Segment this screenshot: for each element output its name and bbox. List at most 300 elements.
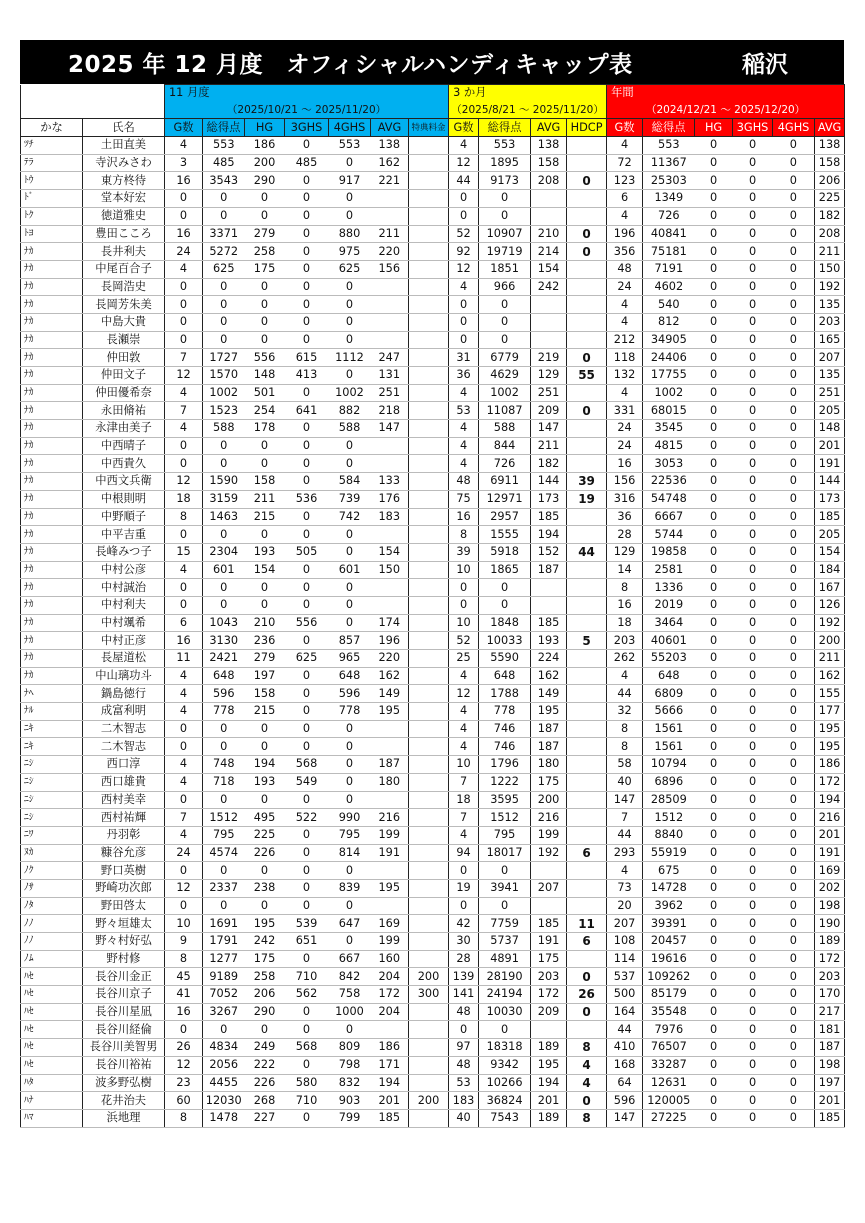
table-cell: 64: [607, 1074, 643, 1092]
table-cell: 0: [285, 1056, 329, 1074]
table-cell: 0: [695, 809, 733, 827]
table-cell: 36824: [479, 1092, 531, 1110]
member-name-cell: 仲田優希奈: [83, 384, 165, 402]
table-cell: 588: [203, 420, 245, 438]
member-name-cell: 長谷川裕祐: [83, 1056, 165, 1074]
table-cell: 0: [695, 137, 733, 155]
table-cell: 4629: [479, 367, 531, 385]
table-cell: 0: [203, 862, 245, 880]
hdcp-cell: [567, 190, 607, 208]
table-cell: 126: [815, 596, 845, 614]
member-name-cell: 野々垣雄太: [83, 915, 165, 933]
table-cell: 553: [203, 137, 245, 155]
table-cell: 965: [329, 650, 371, 668]
table-cell: 169: [371, 915, 409, 933]
table-cell: 814: [329, 844, 371, 862]
table-cell: 4: [449, 278, 479, 296]
table-cell: 0: [733, 809, 773, 827]
table-cell: 0: [695, 561, 733, 579]
table-cell: 108: [607, 933, 643, 951]
table-cell: 0: [733, 915, 773, 933]
table-cell: 0: [165, 331, 203, 349]
table-cell: 0: [285, 225, 329, 243]
table-cell: [409, 915, 449, 933]
table-cell: 4455: [203, 1074, 245, 1092]
table-cell: 215: [245, 703, 285, 721]
table-cell: 0: [285, 703, 329, 721]
table-cell: 0: [695, 455, 733, 473]
member-name-cell: 中島大貴: [83, 313, 165, 331]
table-cell: 141: [449, 986, 479, 1004]
table-cell: 206: [815, 172, 845, 190]
table-cell: 553: [329, 137, 371, 155]
member-name-cell: 長谷川星凪: [83, 1003, 165, 1021]
table-cell: 1222: [479, 773, 531, 791]
table-cell: 168: [607, 1056, 643, 1074]
table-cell: 7976: [643, 1021, 695, 1039]
table-cell: 12: [165, 879, 203, 897]
table-cell: 16: [165, 1003, 203, 1021]
table-row: [21, 933, 845, 951]
table-cell: 172: [531, 986, 567, 1004]
table-cell: 5737: [479, 933, 531, 951]
table-cell: 0: [773, 596, 815, 614]
table-cell: 185: [531, 614, 567, 632]
table-row: [21, 137, 845, 155]
table-cell: 795: [329, 826, 371, 844]
table-cell: [409, 508, 449, 526]
table-cell: 187: [371, 756, 409, 774]
table-cell: 44: [607, 1021, 643, 1039]
table-cell: 0: [285, 667, 329, 685]
table-cell: 809: [329, 1039, 371, 1057]
table-cell: [409, 543, 449, 561]
table-cell: 14728: [643, 879, 695, 897]
table-cell: 4: [165, 137, 203, 155]
table-cell: [409, 596, 449, 614]
table-cell: 209: [531, 1003, 567, 1021]
table-cell: 0: [773, 384, 815, 402]
table-cell: 0: [695, 915, 733, 933]
table-cell: 0: [695, 791, 733, 809]
hdcp-cell: [567, 862, 607, 880]
table-row: [21, 703, 845, 721]
table-cell: 1895: [479, 154, 531, 172]
table-cell: 220: [371, 243, 409, 261]
table-cell: 149: [371, 685, 409, 703]
table-cell: [409, 313, 449, 331]
table-cell: 0: [695, 579, 733, 597]
table-cell: 3595: [479, 791, 531, 809]
table-cell: 225: [815, 190, 845, 208]
table-cell: 0: [733, 420, 773, 438]
table-cell: 262: [607, 650, 643, 668]
table-cell: 0: [773, 720, 815, 738]
table-cell: 0: [285, 844, 329, 862]
table-cell: 0: [165, 526, 203, 544]
table-cell: 133: [371, 473, 409, 491]
hdcp-cell: [567, 720, 607, 738]
member-name-cell: 中尾百合子: [83, 260, 165, 278]
table-cell: 1463: [203, 508, 245, 526]
kana-cell: ﾅｶ: [21, 543, 83, 561]
table-cell: 0: [733, 278, 773, 296]
table-cell: 0: [773, 420, 815, 438]
table-row: [21, 862, 845, 880]
table-cell: [409, 137, 449, 155]
table-cell: 129: [607, 543, 643, 561]
table-cell: 0: [733, 490, 773, 508]
table-cell: 154: [245, 561, 285, 579]
table-cell: 501: [245, 384, 285, 402]
column-header: 3GHS: [285, 119, 329, 137]
table-cell: 254: [245, 402, 285, 420]
hdcp-cell: 11: [567, 915, 607, 933]
member-name-cell: 長谷川経倫: [83, 1021, 165, 1039]
table-cell: 0: [285, 632, 329, 650]
kana-cell: ﾉﾀ: [21, 897, 83, 915]
table-cell: 144: [815, 473, 845, 491]
table-cell: 186: [815, 756, 845, 774]
table-cell: [371, 1021, 409, 1039]
table-cell: 0: [773, 1074, 815, 1092]
table-cell: 0: [695, 1109, 733, 1127]
kana-cell: ﾄﾖ: [21, 225, 83, 243]
table-cell: [409, 579, 449, 597]
member-name-cell: 西村美幸: [83, 791, 165, 809]
table-cell: 33287: [643, 1056, 695, 1074]
table-cell: 0: [695, 986, 733, 1004]
kana-cell: ﾊｾ: [21, 1056, 83, 1074]
table-cell: [409, 862, 449, 880]
table-cell: 0: [203, 1021, 245, 1039]
table-cell: 189: [531, 1109, 567, 1127]
table-cell: 4: [165, 667, 203, 685]
table-cell: [409, 384, 449, 402]
hdcp-cell: 0: [567, 349, 607, 367]
hdcp-cell: [567, 331, 607, 349]
table-row: [21, 844, 845, 862]
table-cell: 0: [165, 897, 203, 915]
table-cell: 0: [773, 367, 815, 385]
table-cell: 211: [245, 490, 285, 508]
table-cell: 795: [203, 826, 245, 844]
table-cell: 175: [245, 950, 285, 968]
table-cell: 0: [773, 455, 815, 473]
table-cell: [409, 1039, 449, 1057]
table-cell: 0: [329, 614, 371, 632]
table-cell: 0: [203, 455, 245, 473]
table-cell: 0: [695, 190, 733, 208]
table-cell: 55919: [643, 844, 695, 862]
table-cell: [409, 473, 449, 491]
table-cell: 183: [449, 1092, 479, 1110]
hdcp-cell: 8: [567, 1039, 607, 1057]
table-cell: 16: [165, 172, 203, 190]
table-cell: 0: [285, 1003, 329, 1021]
table-cell: 0: [203, 596, 245, 614]
table-cell: 3941: [479, 879, 531, 897]
table-cell: 0: [203, 296, 245, 314]
hdcp-cell: [567, 207, 607, 225]
table-cell: 0: [733, 190, 773, 208]
table-cell: 28190: [479, 968, 531, 986]
table-row: [21, 1039, 845, 1057]
table-cell: 0: [773, 225, 815, 243]
table-cell: 0: [733, 650, 773, 668]
table-cell: 0: [773, 313, 815, 331]
table-row: [21, 349, 845, 367]
table-cell: 202: [815, 879, 845, 897]
hdcp-cell: [567, 154, 607, 172]
hdcp-cell: 0: [567, 1003, 607, 1021]
table-cell: 16: [165, 632, 203, 650]
table-row: [21, 490, 845, 508]
table-cell: 187: [815, 1039, 845, 1057]
table-cell: 0: [479, 331, 531, 349]
table-cell: 172: [815, 773, 845, 791]
table-cell: 0: [203, 190, 245, 208]
table-cell: 0: [245, 455, 285, 473]
hdcp-cell: 6: [567, 933, 607, 951]
table-cell: 4: [607, 384, 643, 402]
table-cell: 0: [733, 172, 773, 190]
table-row: [21, 278, 845, 296]
member-name-cell: 中西文兵衛: [83, 473, 165, 491]
table-row: [21, 826, 845, 844]
table-cell: 1512: [203, 809, 245, 827]
table-cell: 85179: [643, 986, 695, 1004]
table-cell: 0: [329, 526, 371, 544]
table-cell: 0: [285, 420, 329, 438]
table-row: [21, 526, 845, 544]
hdcp-cell: [567, 437, 607, 455]
table-cell: 0: [285, 950, 329, 968]
table-cell: 187: [531, 561, 567, 579]
table-cell: 568: [285, 1039, 329, 1057]
table-cell: 195: [371, 879, 409, 897]
table-cell: 7: [449, 809, 479, 827]
table-cell: [409, 225, 449, 243]
table-cell: 0: [695, 632, 733, 650]
table-cell: 0: [285, 1021, 329, 1039]
table-cell: 195: [531, 1056, 567, 1074]
table-cell: 505: [285, 543, 329, 561]
table-cell: 0: [285, 190, 329, 208]
table-cell: [409, 190, 449, 208]
table-cell: 0: [165, 720, 203, 738]
table-cell: 129: [531, 367, 567, 385]
table-cell: 147: [531, 420, 567, 438]
table-cell: 0: [733, 384, 773, 402]
table-cell: [409, 207, 449, 225]
table-cell: 184: [815, 561, 845, 579]
table-cell: 0: [285, 791, 329, 809]
table-cell: 0: [245, 738, 285, 756]
table-cell: 0: [203, 437, 245, 455]
table-cell: 0: [773, 826, 815, 844]
table-row: [21, 1056, 845, 1074]
table-cell: 195: [371, 703, 409, 721]
table-cell: [409, 933, 449, 951]
table-cell: 175: [531, 773, 567, 791]
kana-cell: ﾅｶ: [21, 596, 83, 614]
table-cell: 189: [531, 1039, 567, 1057]
table-cell: 176: [371, 490, 409, 508]
table-cell: 0: [733, 667, 773, 685]
table-cell: 185: [531, 915, 567, 933]
table-cell: 0: [285, 1109, 329, 1127]
hdcp-cell: 55: [567, 367, 607, 385]
table-cell: 73: [607, 879, 643, 897]
hdcp-cell: [567, 950, 607, 968]
table-cell: 8: [607, 579, 643, 597]
table-cell: 0: [773, 650, 815, 668]
table-cell: 0: [165, 278, 203, 296]
table-cell: 4: [449, 826, 479, 844]
section-header-row: [21, 85, 845, 102]
table-cell: 4: [449, 667, 479, 685]
table-cell: [531, 1021, 567, 1039]
table-cell: 648: [479, 667, 531, 685]
member-name-cell: 寺沢みさわ: [83, 154, 165, 172]
table-cell: 3: [165, 154, 203, 172]
table-cell: 268: [245, 1092, 285, 1110]
member-name-cell: 中村利夫: [83, 596, 165, 614]
table-cell: 6911: [479, 473, 531, 491]
table-cell: 185: [815, 508, 845, 526]
table-cell: 194: [371, 1074, 409, 1092]
table-cell: 0: [285, 296, 329, 314]
table-cell: 40: [607, 773, 643, 791]
table-cell: 172: [371, 986, 409, 1004]
table-cell: 201: [815, 437, 845, 455]
table-cell: 123: [607, 172, 643, 190]
table-cell: 588: [329, 420, 371, 438]
hdcp-cell: [567, 384, 607, 402]
table-cell: 0: [285, 738, 329, 756]
table-cell: 53: [449, 1074, 479, 1092]
table-cell: 0: [329, 367, 371, 385]
table-cell: 675: [643, 862, 695, 880]
table-cell: 596: [203, 685, 245, 703]
table-cell: 0: [773, 349, 815, 367]
year-section-range: （2024/12/21 ～ 2025/12/20）: [607, 102, 845, 119]
table-cell: 0: [329, 720, 371, 738]
table-cell: 0: [329, 933, 371, 951]
table-cell: 158: [245, 473, 285, 491]
table-cell: 0: [285, 207, 329, 225]
hdcp-cell: 4: [567, 1056, 607, 1074]
table-cell: 5666: [643, 703, 695, 721]
table-cell: 7: [165, 809, 203, 827]
table-cell: 138: [531, 137, 567, 155]
table-cell: 0: [773, 632, 815, 650]
location-label: 稲沢: [742, 52, 788, 78]
table-cell: 20457: [643, 933, 695, 951]
year-section-label: 年間: [607, 85, 845, 102]
table-cell: [371, 455, 409, 473]
table-cell: 211: [815, 243, 845, 261]
table-cell: 236: [245, 632, 285, 650]
table-cell: [531, 313, 567, 331]
table-cell: 0: [733, 596, 773, 614]
table-cell: 710: [285, 968, 329, 986]
table-cell: 210: [245, 614, 285, 632]
table-cell: 4: [165, 826, 203, 844]
hdcp-cell: [567, 579, 607, 597]
table-cell: 0: [165, 296, 203, 314]
table-row: [21, 561, 845, 579]
table-cell: 193: [245, 543, 285, 561]
member-name-cell: 豊田こころ: [83, 225, 165, 243]
table-cell: 242: [531, 278, 567, 296]
table-row: [21, 543, 845, 561]
table-row: [21, 915, 845, 933]
table-cell: 748: [203, 756, 245, 774]
table-cell: 170: [815, 986, 845, 1004]
table-cell: 0: [285, 508, 329, 526]
table-cell: 258: [245, 243, 285, 261]
kana-cell: ﾊｾ: [21, 1003, 83, 1021]
table-cell: 31: [449, 349, 479, 367]
member-name-cell: 二木智志: [83, 720, 165, 738]
table-cell: 3962: [643, 897, 695, 915]
table-cell: 0: [285, 862, 329, 880]
table-cell: 194: [531, 1074, 567, 1092]
table-cell: [409, 1056, 449, 1074]
table-cell: 6779: [479, 349, 531, 367]
table-cell: 0: [773, 1092, 815, 1110]
table-cell: 147: [607, 1109, 643, 1127]
table-cell: 0: [773, 614, 815, 632]
table-cell: 4: [449, 720, 479, 738]
table-cell: 11367: [643, 154, 695, 172]
table-cell: 191: [815, 455, 845, 473]
table-cell: 144: [531, 473, 567, 491]
table-cell: 14: [607, 561, 643, 579]
kana-cell: ﾊｾ: [21, 968, 83, 986]
table-cell: 173: [531, 490, 567, 508]
table-cell: 48: [449, 473, 479, 491]
table-cell: 30: [449, 933, 479, 951]
member-name-cell: 永津由美子: [83, 420, 165, 438]
table-cell: 0: [733, 844, 773, 862]
table-cell: 24: [165, 844, 203, 862]
table-cell: 3130: [203, 632, 245, 650]
table-cell: 746: [479, 738, 531, 756]
table-cell: 1336: [643, 579, 695, 597]
table-cell: 485: [203, 154, 245, 172]
table-cell: 1478: [203, 1109, 245, 1127]
table-cell: 0: [695, 1039, 733, 1057]
table-cell: 0: [285, 260, 329, 278]
table-cell: 211: [815, 650, 845, 668]
table-cell: 300: [409, 986, 449, 1004]
table-cell: 0: [285, 455, 329, 473]
table-cell: 2957: [479, 508, 531, 526]
table-cell: 0: [733, 738, 773, 756]
table-row: [21, 667, 845, 685]
kana-cell: ﾆｼ: [21, 773, 83, 791]
table-cell: 182: [531, 455, 567, 473]
table-cell: 0: [285, 473, 329, 491]
table-cell: 0: [773, 862, 815, 880]
table-cell: 4: [449, 738, 479, 756]
table-cell: [371, 720, 409, 738]
table-cell: 195: [531, 703, 567, 721]
table-cell: 331: [607, 402, 643, 420]
